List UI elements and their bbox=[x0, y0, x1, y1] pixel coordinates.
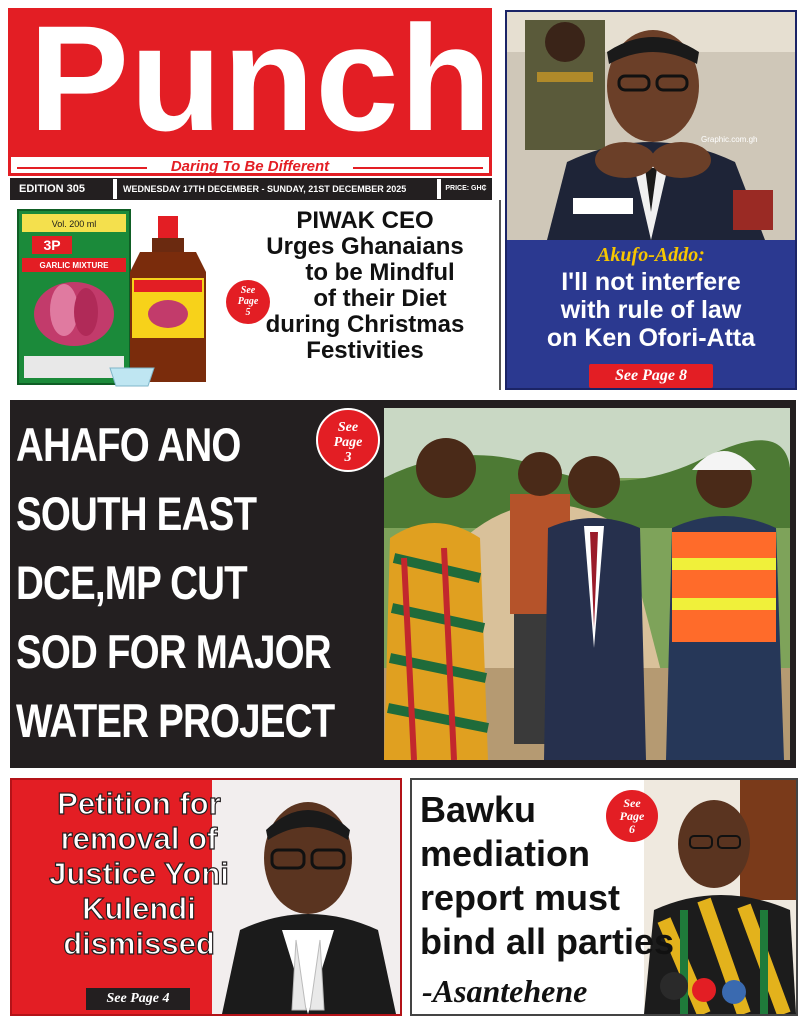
logo: Punch bbox=[29, 0, 493, 162]
petition-headline-line: dismissed bbox=[63, 926, 215, 961]
masthead bbox=[8, 0, 493, 176]
see-label: See bbox=[337, 420, 359, 435]
akufo-headline-line: on Ken Ofori-Atta bbox=[546, 324, 756, 352]
see-page-word: Page bbox=[619, 809, 645, 823]
main-see-page-badge[interactable] bbox=[316, 408, 380, 472]
edition-price: PRICE: GH₵ 5.00 bbox=[441, 179, 491, 199]
main-headline-line: WATER PROJECT bbox=[16, 694, 335, 747]
main-headline-line: SOD FOR MAJOR bbox=[16, 625, 331, 678]
edition-dates: WEDNESDAY 17TH DECEMBER - SUNDAY, 21ST DECEMBER 2025 bbox=[117, 179, 437, 199]
edition-number: EDITION 305 bbox=[11, 179, 113, 199]
product-label: GARLIC MIXTURE bbox=[39, 261, 109, 270]
logo-panel bbox=[11, 0, 493, 162]
see-page-number: 6 bbox=[629, 822, 635, 836]
piwak-headline-line: to be Mindful bbox=[305, 259, 455, 286]
petition-headline-line: Justice Yoni bbox=[49, 856, 229, 891]
akufo-addo-photo bbox=[507, 12, 795, 240]
bawku-headline-line: mediation bbox=[420, 833, 591, 874]
akufo-name: Akufo-Addo: bbox=[597, 244, 705, 266]
petition-headline-line: Kulendi bbox=[82, 891, 196, 926]
tagline: Daring To Be Different bbox=[170, 158, 330, 175]
bawku-see-page-badge[interactable] bbox=[606, 790, 658, 842]
petition-headline-line: Petition for bbox=[57, 786, 221, 821]
bawku-signature: -Asantehene bbox=[422, 973, 588, 1009]
petition-see-page[interactable]: See Page 4 bbox=[86, 988, 190, 1010]
garlic-mixture-product-image bbox=[14, 206, 214, 388]
akufo-headline-line: I'll not interfere bbox=[561, 268, 741, 296]
piwak-headline-line: PIWAK CEO bbox=[296, 207, 434, 234]
akufo-headline-line: with rule of law bbox=[560, 296, 742, 324]
product-volume: Vol. 200 ml bbox=[51, 219, 97, 229]
piwak-see-page-badge[interactable] bbox=[226, 280, 270, 324]
piwak-headline[interactable] bbox=[240, 208, 490, 364]
product-brand: 3P bbox=[43, 237, 61, 253]
piwak-headline-line: Festivities bbox=[306, 337, 424, 364]
main-headline-line: AHAFO ANO bbox=[16, 418, 241, 471]
edition-bar bbox=[10, 178, 492, 212]
main-headline-line: SOUTH EAST bbox=[16, 487, 257, 540]
see-page-number: 5 bbox=[245, 307, 251, 318]
main-headline-line: DCE,MP CUT bbox=[16, 556, 247, 609]
petition-story[interactable] bbox=[10, 778, 402, 1016]
main-headline bbox=[16, 410, 335, 755]
bawku-story[interactable] bbox=[410, 778, 798, 1016]
petition-headline-line: removal of bbox=[60, 821, 218, 856]
akufo-see-page[interactable]: See Page 8 bbox=[589, 364, 713, 388]
see-label: See bbox=[623, 796, 641, 810]
see-page-number: 3 bbox=[344, 450, 352, 465]
bawku-headline-line: report must bbox=[420, 877, 621, 918]
sod-cutting-photo bbox=[384, 408, 790, 760]
column-divider bbox=[499, 200, 501, 390]
photo-credit: Graphic.com.gh bbox=[701, 135, 758, 144]
akufo-headline bbox=[507, 268, 795, 352]
piwak-headline-line: during Christmas bbox=[265, 311, 465, 338]
main-story[interactable] bbox=[10, 400, 796, 768]
piwak-headline-line: Urges Ghanaians bbox=[266, 233, 464, 260]
bawku-headline-line: bind all parties bbox=[420, 921, 675, 962]
see-page-word: Page bbox=[333, 435, 363, 450]
bawku-headline bbox=[420, 788, 720, 964]
bawku-headline-line: Bawku bbox=[420, 789, 537, 830]
see-page-word: Page bbox=[237, 296, 259, 307]
piwak-headline-line: of their Diet bbox=[313, 285, 447, 312]
see-label: See bbox=[240, 285, 256, 296]
akufo-addo-story[interactable] bbox=[505, 10, 797, 390]
petition-headline bbox=[16, 786, 262, 961]
